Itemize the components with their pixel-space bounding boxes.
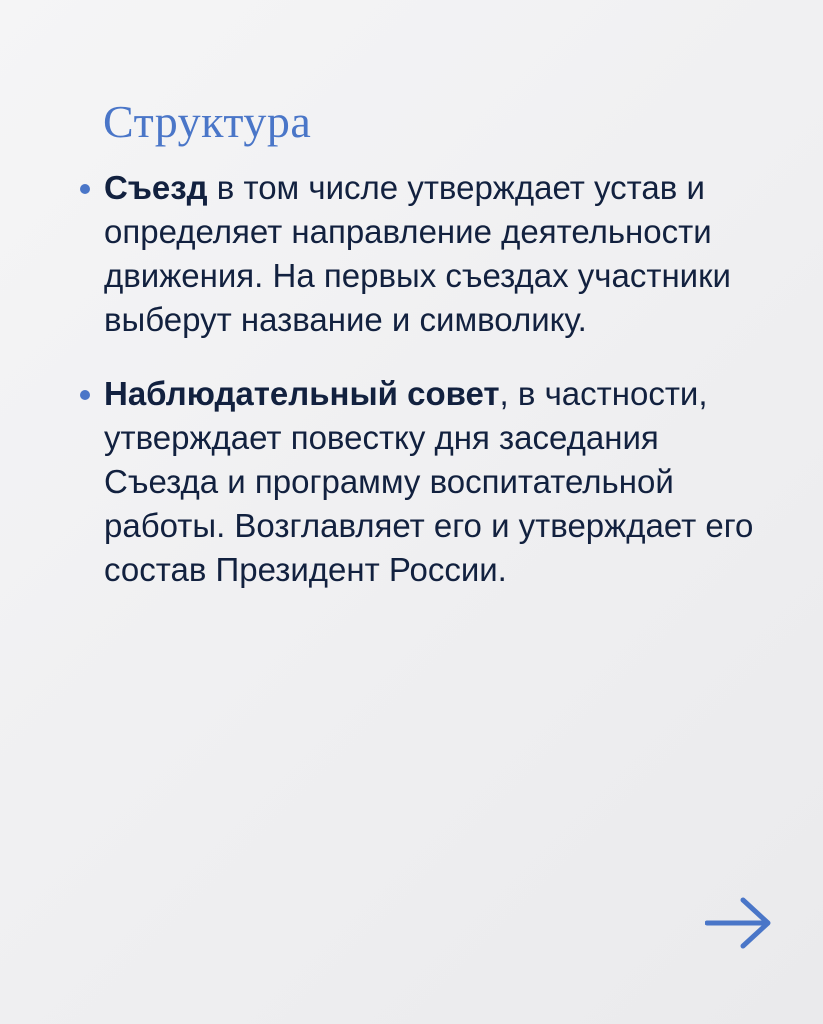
- list-item-term: Наблюдательный совет: [104, 375, 500, 412]
- bullet-dot-icon: [80, 184, 90, 194]
- list-item-text: , в частности, утверждает повестку дня заседания Съезда и программу воспитательной работы. Возглавляет его и утверждает его состав Президент России.: [104, 375, 754, 588]
- slide-title: Структура: [103, 96, 312, 147]
- list-item: [76, 166, 766, 342]
- bullet-dot-icon: [80, 390, 90, 400]
- arrow-right-icon-graphic: [705, 896, 773, 950]
- list-item-term: Съезд: [104, 169, 208, 206]
- arrow-right-icon[interactable]: [705, 896, 773, 950]
- list-item-text: в том числе утверждает устав и определяет направление деятельности движения. На первых съездах участники выберут название и символику.: [104, 169, 731, 338]
- bullet-list: [76, 166, 766, 592]
- list-item: [76, 372, 766, 592]
